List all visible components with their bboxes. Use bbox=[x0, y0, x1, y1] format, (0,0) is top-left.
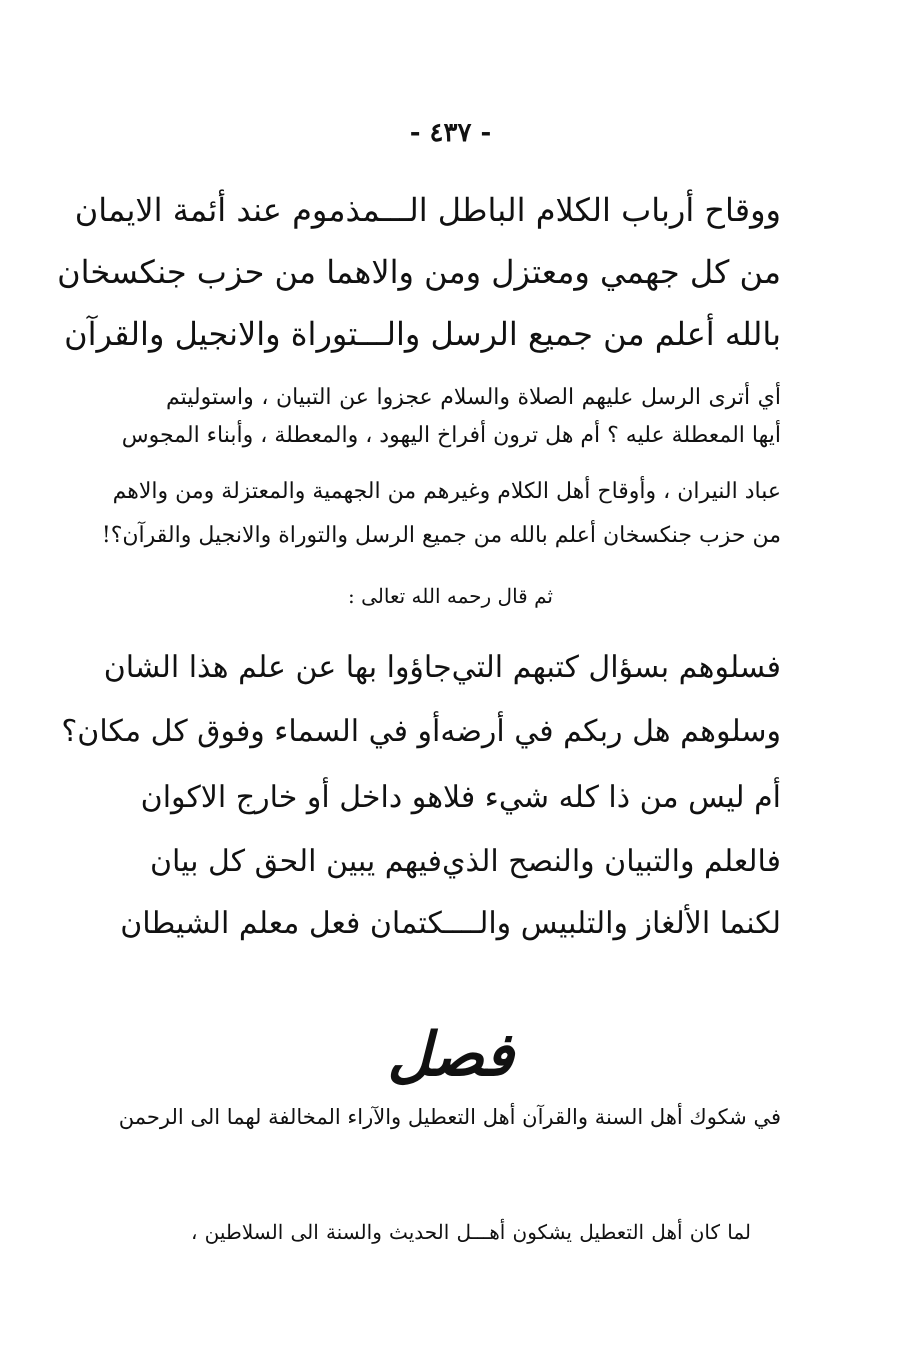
opening-verse-2: من كل جهمي ومعتزل ومن والاهما من حزب جنكسخان bbox=[57, 253, 781, 291]
commentary-line-3: عباد النيران ، وأوقاح أهل الكلام وغيرهم من الجهمية والمعتزلة ومن والاهم bbox=[112, 479, 781, 504]
opening-verse-3: بالله أعلم من جميع الرسل والـــتوراة والانجيل والقرآن bbox=[64, 315, 781, 353]
poem-line-1-second: جاؤوا بها عن علم هذا الشان bbox=[103, 650, 452, 685]
poem-line-5 bbox=[120, 904, 781, 944]
poem-line-2-first: وسلوهم هل ربكم في أرضه bbox=[440, 714, 781, 749]
poem-line-1-first: فسلوهم بسؤال كتبهم التي bbox=[451, 650, 781, 685]
poem-line-3-first: أم ليس من ذا كله شيء فلا bbox=[443, 780, 781, 815]
section-heading: فصل bbox=[387, 1020, 514, 1090]
poem-line-2 bbox=[61, 712, 781, 752]
poem-line-4-second: فيهم يبين الحق كل بيان bbox=[149, 844, 442, 879]
poem-line-5-second: ـكتمان فعل معلم الشيطان bbox=[120, 906, 453, 941]
poem-line-1 bbox=[103, 648, 781, 688]
commentary-line-4: من حزب جنكسخان أعلم بالله من جميع الرسل والتوراة والانجيل والقرآن؟! bbox=[101, 523, 781, 548]
page-number: - ٤٣٧ - bbox=[409, 118, 492, 148]
poem-line-4-first: فالعلم والتبيان والنصح الذي bbox=[442, 844, 781, 879]
commentary-line-1: أي أترى الرسل عليهم الصلاة والسلام عجزوا عن التبيان ، واستوليتم bbox=[166, 385, 781, 410]
poem-line-5-first: لكنما الألغاز والتلبيس والـــ bbox=[452, 906, 781, 941]
opening-verse-1: ووقاح أرباب الكلام الباطل الـــمذموم عند أئمة الايمان bbox=[74, 191, 781, 229]
commentary-line-2: أيها المعطلة عليه ؟ أم هل ترون أفراخ اليهود ، والمعطلة ، وأبناء المجوس bbox=[121, 423, 781, 448]
poem-line-3 bbox=[140, 778, 781, 818]
intro-line: ثم قال رحمه الله تعالى : bbox=[348, 584, 553, 608]
closing-line: لما كان أهل التعطيل يشكون أهـــل الحديث والسنة الى السلاطين ، bbox=[191, 1220, 751, 1244]
poem-line-4 bbox=[149, 842, 781, 882]
section-subheading: في شكوك أهل السنة والقرآن أهل التعطيل والآراء المخالفة لهما الى الرحمن bbox=[118, 1105, 781, 1129]
poem-line-2-second: أو في السماء وفوق كل مكان؟ bbox=[61, 714, 441, 749]
poem-line-3-second: هو داخل أو خارج الاكوان bbox=[140, 780, 444, 815]
